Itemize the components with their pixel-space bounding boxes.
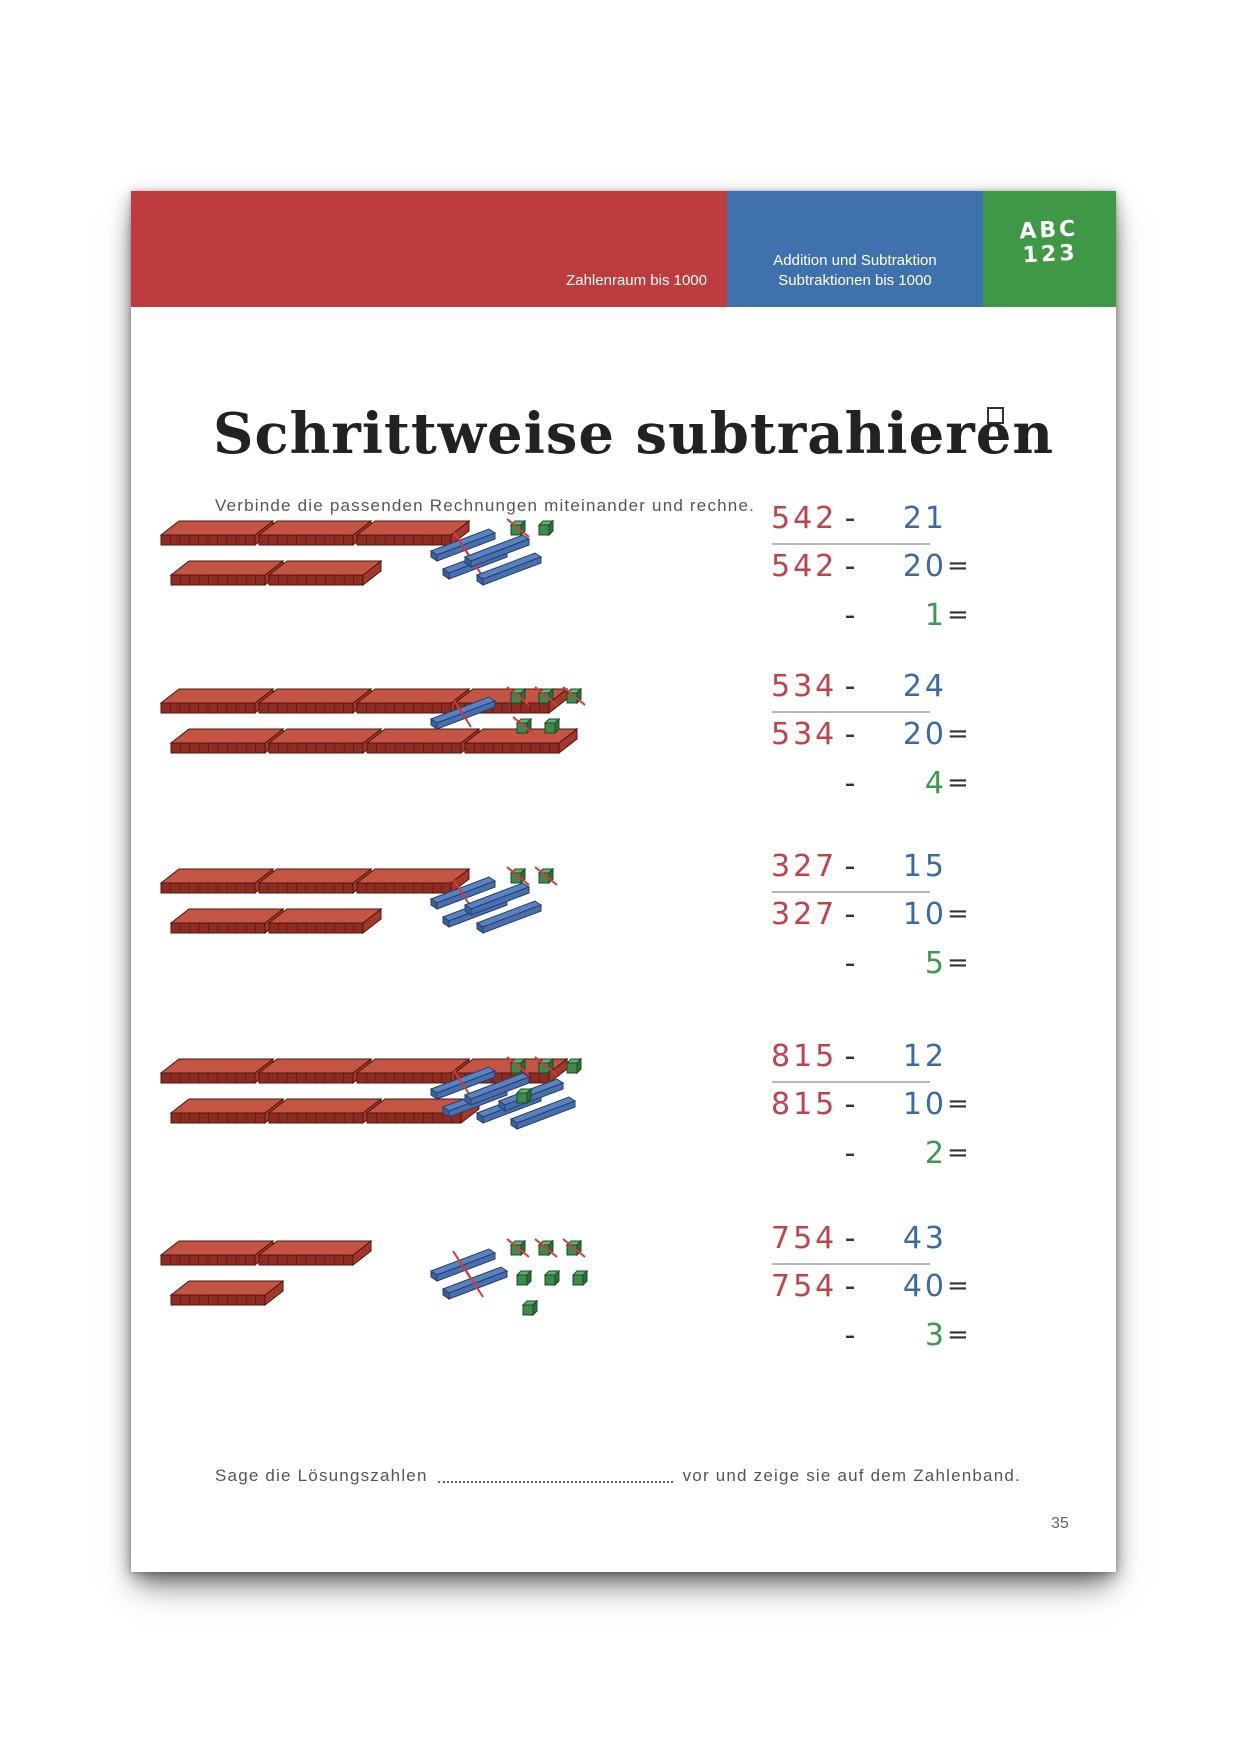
minus-sign: -: [844, 1136, 856, 1171]
minus-sign: -: [844, 766, 856, 801]
task-subtrahend: 24: [902, 669, 947, 704]
equals-sign: =: [947, 1138, 969, 1168]
one-cube: [523, 1301, 537, 1315]
hundred-plate: [161, 869, 273, 893]
step1-tens: 20: [902, 549, 947, 584]
hundred-plate: [171, 729, 283, 753]
equals-sign: =: [947, 551, 969, 581]
equals-sign: =: [947, 600, 969, 630]
topic-label: [727, 251, 983, 291]
one-cube: [573, 1271, 587, 1285]
step1-tens: 10: [902, 1087, 947, 1122]
hundred-plate: [259, 521, 371, 545]
hundred-plate: [161, 689, 273, 713]
minus-sign: -: [844, 1221, 856, 1256]
footer-text-before: Sage die Lösungszahlen: [215, 1466, 428, 1485]
minus-sign: -: [844, 669, 856, 704]
hundred-plate: [269, 1099, 381, 1123]
equals-sign: =: [947, 1271, 969, 1301]
hundred-plate: [357, 869, 469, 893]
page-number: 35: [1051, 1515, 1069, 1532]
task-underline: [772, 1081, 930, 1083]
instruction-text: Verbinde die passenden Rechnungen miteinander und rechne.: [215, 496, 756, 515]
minus-sign: -: [844, 946, 856, 981]
page-header: [131, 191, 1116, 307]
step1-minuend: 534: [771, 717, 838, 752]
minus-sign: -: [844, 598, 856, 633]
equals-sign: =: [947, 768, 969, 798]
base-ten-blocks: [131, 669, 651, 819]
task-subtrahend: 15: [902, 849, 947, 884]
step2-ones: 4: [924, 766, 947, 801]
task-subtrahend: 43: [902, 1221, 947, 1256]
task-minuend: 534: [771, 669, 838, 704]
minus-sign: -: [844, 1039, 856, 1074]
hundred-plate: [357, 521, 469, 545]
one-cube: [545, 1271, 559, 1285]
base-ten-blocks: [131, 1039, 651, 1189]
one-cube: [539, 521, 553, 535]
hundred-plate: [171, 909, 283, 933]
hundred-plate: [259, 1241, 371, 1265]
hundred-plate: [259, 1059, 371, 1083]
hundred-plate: [171, 561, 283, 585]
hundred-plate: [357, 689, 469, 713]
minus-sign: -: [844, 1318, 856, 1353]
header-range-section: [131, 191, 727, 307]
hundred-plate: [161, 521, 273, 545]
step1-minuend: 542: [771, 549, 838, 584]
page-title: Schrittweise subtrahieren: [213, 401, 1055, 467]
step1-minuend: 327: [771, 897, 838, 932]
task-underline: [772, 543, 930, 545]
step1-tens: 40: [902, 1269, 947, 1304]
hundred-plate: [269, 909, 381, 933]
base-ten-blocks: [131, 849, 651, 999]
minus-sign: -: [844, 897, 856, 932]
minus-sign: -: [844, 1269, 856, 1304]
logo-letters: ABC: [1018, 216, 1079, 245]
hundred-plate: [259, 869, 371, 893]
step2-ones: 3: [924, 1318, 947, 1353]
equals-sign: =: [947, 899, 969, 929]
topic-line-2: Subtraktionen bis 1000: [778, 272, 932, 289]
minus-sign: -: [844, 501, 856, 536]
header-topic-section: [727, 191, 983, 307]
step1-minuend: 815: [771, 1087, 838, 1122]
one-cube: [567, 1059, 581, 1073]
step1-tens: 10: [902, 897, 947, 932]
logo-digits: 123: [1022, 240, 1079, 269]
step2-ones: 1: [924, 598, 947, 633]
task-underline: [772, 1263, 930, 1265]
one-cube: [545, 719, 559, 733]
equals-sign: =: [947, 948, 969, 978]
minus-sign: -: [844, 717, 856, 752]
hundred-plate: [161, 1059, 273, 1083]
footer-instruction: [215, 1466, 1021, 1486]
answer-blank[interactable]: [438, 1481, 673, 1483]
minus-sign: -: [844, 849, 856, 884]
step1-tens: 20: [902, 717, 947, 752]
hundred-plate: [269, 729, 381, 753]
task-minuend: 327: [771, 849, 838, 884]
base-ten-blocks: [131, 1221, 651, 1371]
hundred-plate: [161, 1241, 273, 1265]
minus-sign: -: [844, 549, 856, 584]
hundred-plate: [357, 1059, 469, 1083]
hundred-plate: [171, 1099, 283, 1123]
header-logo-section: [983, 191, 1116, 307]
task-minuend: 542: [771, 501, 838, 536]
hundred-plate: [367, 729, 479, 753]
abc-123-logo: [982, 216, 1117, 271]
task-minuend: 754: [771, 1221, 838, 1256]
task-underline: [772, 711, 930, 713]
one-cube: [517, 1271, 531, 1285]
topic-line-1: Addition und Subtraktion: [773, 252, 937, 269]
equals-sign: =: [947, 1320, 969, 1350]
number-range-label: Zahlenraum bis 1000: [566, 272, 707, 289]
footer-text-after: vor und zeige sie auf dem Zahlenband.: [682, 1466, 1021, 1485]
step2-ones: 5: [924, 946, 947, 981]
one-cube: [517, 1089, 531, 1103]
hundred-plate: [259, 689, 371, 713]
task-subtrahend: 21: [902, 501, 947, 536]
equals-sign: =: [947, 1089, 969, 1119]
hundred-plate: [269, 561, 381, 585]
step1-minuend: 754: [771, 1269, 838, 1304]
worksheet-page: [131, 191, 1116, 1572]
base-ten-blocks: [131, 501, 651, 651]
task-minuend: 815: [771, 1039, 838, 1074]
step2-ones: 2: [924, 1136, 947, 1171]
minus-sign: -: [844, 1087, 856, 1122]
task-subtrahend: 12: [902, 1039, 947, 1074]
hundred-plate: [171, 1281, 283, 1305]
task-underline: [772, 891, 930, 893]
equals-sign: =: [947, 719, 969, 749]
